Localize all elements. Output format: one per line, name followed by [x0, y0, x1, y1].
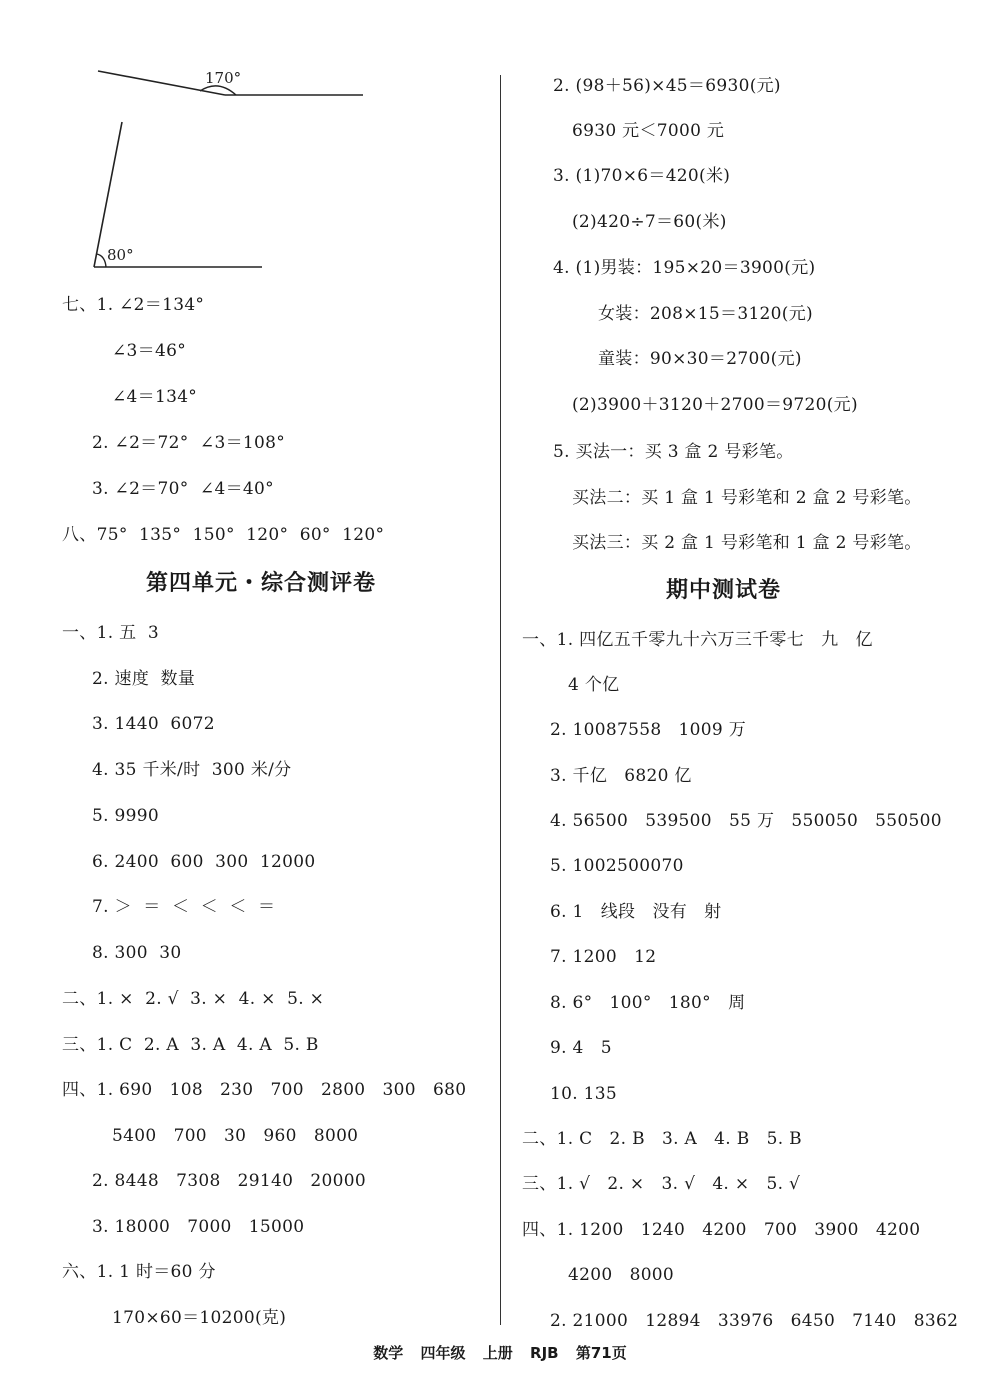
left-line: 5. 9990 — [92, 806, 159, 826]
page-footer — [0, 1342, 1000, 1363]
left-line: 二、1. × 2. √ 3. × 4. × 5. × — [62, 989, 325, 1009]
left-line: 8. 300 30 — [92, 943, 182, 963]
left-line: 2. 速度 数量 — [92, 669, 196, 689]
section-heading-midterm: 期中测试卷 — [666, 578, 782, 603]
right-line: 买法二：买 1 盒 1 号彩笔和 2 盒 2 号彩笔。 — [572, 488, 922, 508]
right-line: 2. 10087558 1009 万 — [550, 720, 747, 740]
footer-volume: 上册 — [482, 1344, 513, 1362]
right-line: 4200 8000 — [568, 1265, 675, 1285]
right-line: 二、1. C 2. B 3. A 4. B 5. B — [522, 1129, 802, 1149]
right-line: 8. 6° 100° 180° 周 — [550, 993, 746, 1013]
left-line: 170×60＝10200(克) — [112, 1308, 287, 1328]
right-line: 4 个亿 — [568, 675, 620, 695]
left-line: 4. 35 千米/时 300 米/分 — [92, 760, 292, 780]
left-line: 八、75° 135° 150° 120° 60° 120° — [62, 525, 385, 545]
left-line: 一、1. 五 3 — [62, 623, 159, 643]
footer-page-number: 第71页 — [575, 1344, 627, 1362]
angle2-arc — [97, 254, 106, 267]
right-line: 童装：90×30＝2700(元) — [598, 349, 802, 369]
left-line: 2. ∠2＝72° ∠3＝108° — [92, 433, 286, 453]
right-line: 6930 元＜7000 元 — [572, 121, 725, 141]
footer-subject: 数学 — [373, 1344, 404, 1362]
footer-grade: 四年级 — [420, 1344, 466, 1362]
angle1-label: 170° — [205, 69, 242, 87]
right-line: 4. 56500 539500 55 万 550050 550500 — [550, 811, 942, 831]
right-line: 9. 4 5 — [550, 1038, 612, 1058]
left-line: 七、1. ∠2＝134° — [62, 295, 205, 315]
left-line: ∠3＝46° — [112, 341, 186, 361]
left-line: 四、1. 690 108 230 700 2800 300 680 — [62, 1080, 467, 1100]
right-line: 7. 1200 12 — [550, 947, 657, 967]
section-heading-unit4: 第四单元・综合测评卷 — [146, 571, 377, 596]
angle-figures — [60, 60, 380, 290]
column-divider — [500, 75, 501, 1325]
left-line: 6. 2400 600 300 12000 — [92, 852, 316, 872]
angle2-label: 80° — [107, 246, 134, 264]
right-line: (2)420÷7＝60(米) — [572, 212, 727, 232]
right-line: 5. 买法一：买 3 盒 2 号彩笔。 — [553, 442, 794, 462]
right-line: 一、1. 四亿五千零九十六万三千零七 九 亿 — [522, 630, 873, 650]
right-line: 四、1. 1200 1240 4200 700 3900 4200 — [522, 1220, 921, 1240]
right-line: 3. 千亿 6820 亿 — [550, 766, 692, 786]
right-line: 10. 135 — [550, 1084, 617, 1104]
right-line: 2. (98＋56)×45＝6930(元) — [553, 76, 781, 96]
right-line: 女装：208×15＝3120(元) — [598, 304, 813, 324]
left-line: 六、1. 1 时＝60 分 — [62, 1262, 216, 1282]
left-line: 2. 8448 7308 29140 20000 — [92, 1171, 366, 1191]
right-line: 5. 1002500070 — [550, 856, 684, 876]
left-line: 5400 700 30 960 8000 — [112, 1126, 359, 1146]
right-line: 三、1. √ 2. × 3. √ 4. × 5. √ — [522, 1174, 801, 1194]
right-line: 3. (1)70×6＝420(米) — [553, 166, 731, 186]
left-line: 3. ∠2＝70° ∠4＝40° — [92, 479, 274, 499]
right-line: 6. 1 线段 没有 射 — [550, 902, 722, 922]
left-line: 7. ＞ ＝ ＜ ＜ ＜ ＝ — [92, 897, 276, 917]
right-line: 买法三：买 2 盒 1 号彩笔和 1 盒 2 号彩笔。 — [572, 533, 922, 553]
left-line: ∠4＝134° — [112, 387, 198, 407]
right-line: 2. 21000 12894 33976 6450 7140 8362 — [550, 1311, 959, 1331]
left-line: 三、1. C 2. A 3. A 4. A 5. B — [62, 1035, 319, 1055]
right-line: (2)3900＋3120＋2700＝9720(元) — [572, 395, 858, 415]
footer-edition: RJB — [530, 1344, 559, 1362]
right-line: 4. (1)男装：195×20＝3900(元) — [553, 258, 816, 278]
left-line: 3. 1440 6072 — [92, 714, 215, 734]
left-line: 3. 18000 7000 15000 — [92, 1217, 305, 1237]
